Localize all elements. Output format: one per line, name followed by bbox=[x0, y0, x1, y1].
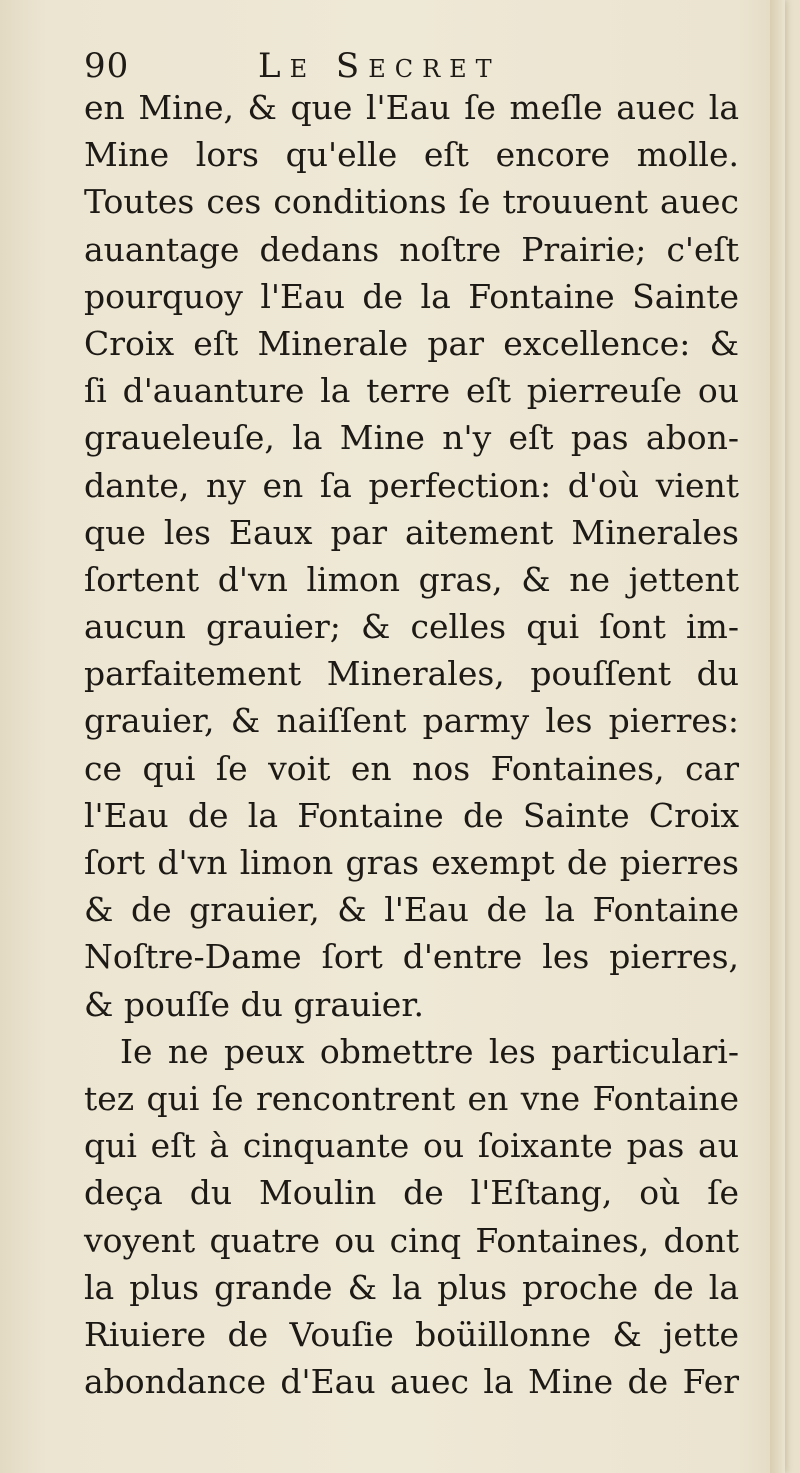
text-line: que les Eaux par aitement Minerales bbox=[84, 512, 739, 552]
text-line: aucun grauier; & celles qui ſont im- bbox=[84, 607, 739, 647]
text-line: parfaitement Minerales, pouſſent du bbox=[84, 654, 739, 694]
page-header bbox=[84, 40, 744, 90]
page-number: 90 bbox=[84, 46, 130, 86]
text-line: Croix eſt Minerale par excellence: & bbox=[84, 323, 739, 363]
running-title: Le Secret bbox=[258, 46, 501, 86]
text-line: Noſtre-Dame ſort d'entre les pierres, bbox=[84, 937, 739, 977]
text-line: abondance d'Eau auec la Mine de Fer bbox=[84, 1362, 739, 1402]
text-line: deça du Moulin de l'Eſtang, où ſe bbox=[84, 1173, 739, 1213]
text-line: auantage dedans noſtre Prairie; c'eſt bbox=[84, 229, 739, 269]
text-line: ſi d'auanture la terre eſt pierreuſe ou bbox=[84, 371, 739, 411]
text-line: voyent quatre ou cinq Fontaines, dont bbox=[84, 1220, 739, 1260]
text-line: la plus grande & la plus proche de la bbox=[84, 1267, 739, 1307]
body-text bbox=[84, 84, 739, 1405]
text-line: pourquoy l'Eau de la Fontaine Sainte bbox=[84, 276, 739, 316]
text-line: Riuiere de Vouſie boüillonne & jette bbox=[84, 1314, 739, 1354]
text-line: tez qui ſe rencontrent en vne Fontaine bbox=[84, 1078, 739, 1118]
text-line: ce qui ſe voit en nos Fontaines, car bbox=[84, 748, 739, 788]
text-line: & pouſſe du grauier. bbox=[84, 984, 424, 1024]
text-line: graueleuſe, la Mine n'y eſt pas abon- bbox=[84, 418, 739, 458]
page-edge bbox=[770, 0, 785, 1473]
text-line: dante, ny en ſa perfection: d'où vient bbox=[84, 465, 739, 505]
text-line: Mine lors qu'elle eſt encore molle. bbox=[84, 135, 739, 175]
text-line: Ie ne peux obmettre les particulari- bbox=[120, 1031, 739, 1071]
text-line: grauier, & naiſſent parmy les pierres: bbox=[84, 701, 739, 741]
text-line: en Mine, & que l'Eau ſe meſle auec la bbox=[84, 88, 739, 127]
text-line: & de grauier, & l'Eau de la Fontaine bbox=[84, 890, 739, 930]
text-line: qui eſt à cinquante ou ſoixante pas au bbox=[84, 1126, 739, 1166]
text-line: l'Eau de la Fontaine de Sainte Croix bbox=[84, 795, 739, 835]
text-line: ſort d'vn limon gras exempt de pierres bbox=[84, 843, 739, 882]
text-line: Toutes ces conditions ſe trouuent auec bbox=[84, 182, 739, 222]
text-line: ſortent d'vn limon gras, & ne jettent bbox=[84, 559, 739, 599]
